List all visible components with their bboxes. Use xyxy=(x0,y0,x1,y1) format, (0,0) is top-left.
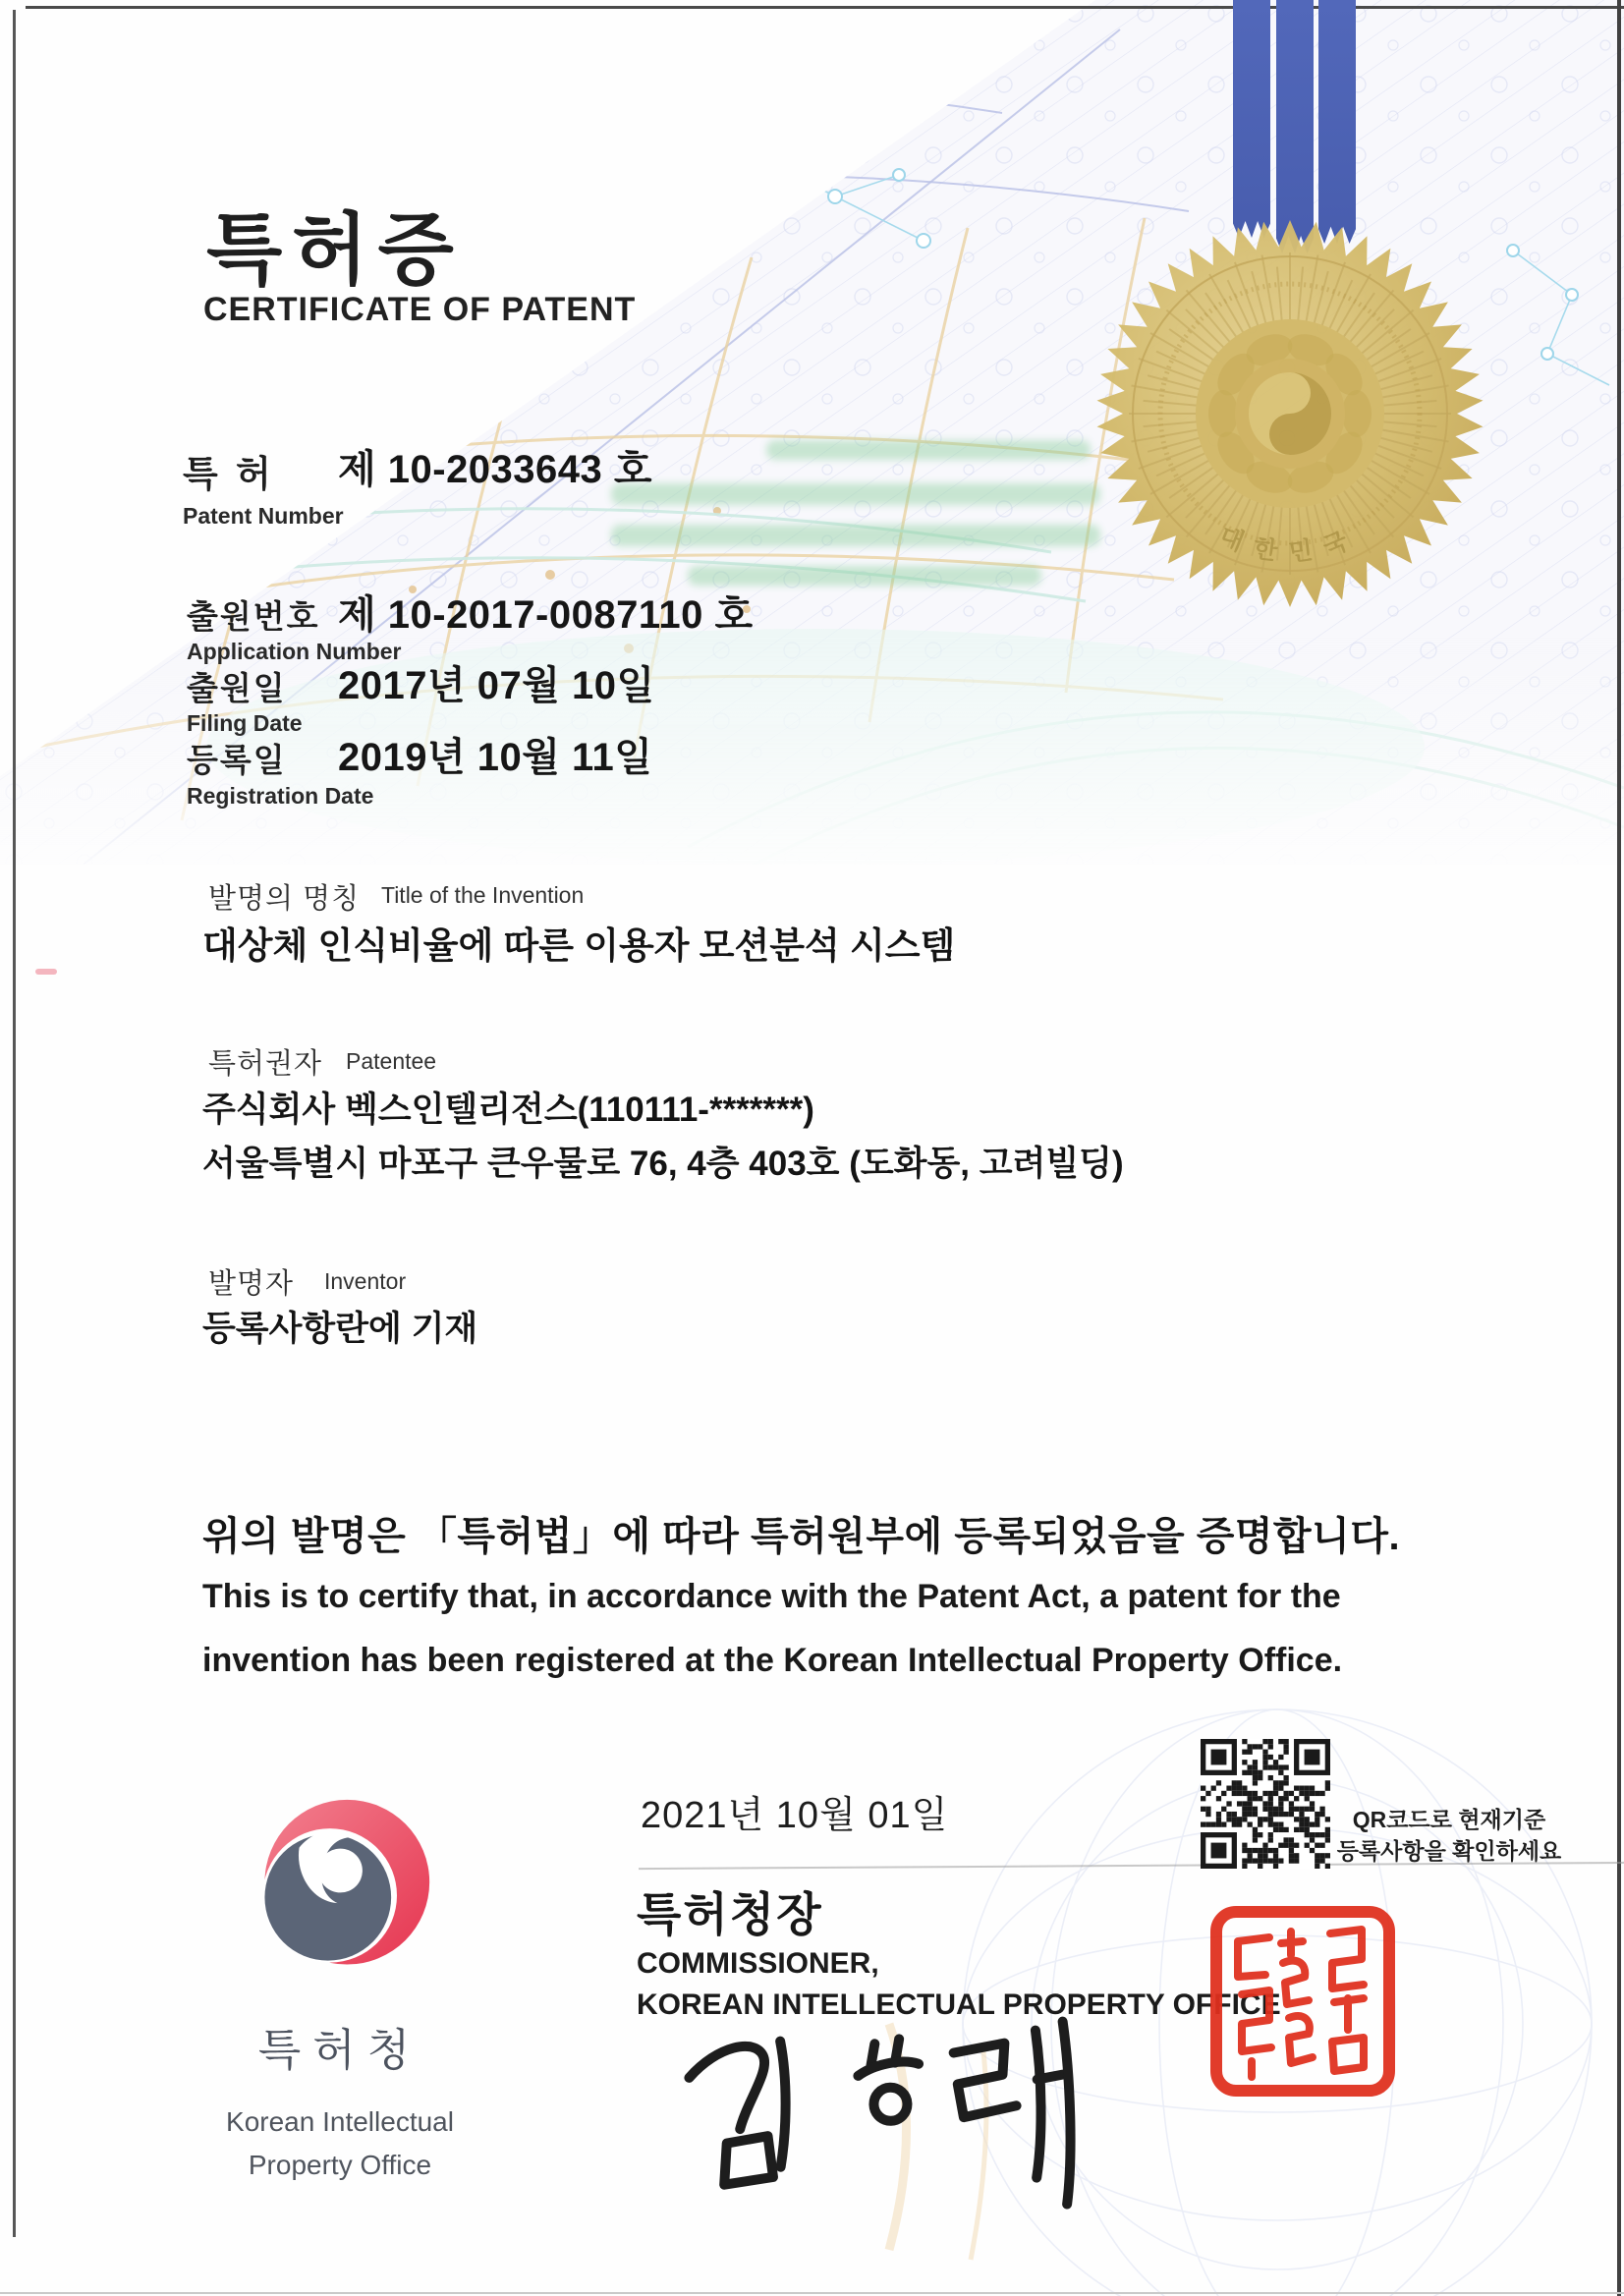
inventor-label-ko: 발명자 xyxy=(208,1268,295,1300)
field-sublabel-registration: Registration Date xyxy=(187,783,374,809)
ribbon-stripe xyxy=(1276,0,1314,253)
commissioner-title-ko: 특허청장 xyxy=(637,1888,823,1940)
patentee-address: 서울특별시 마포구 큰우물로 76, 4층 403호 (도화동, 고려빌딩) xyxy=(202,1145,1124,1183)
qr-code xyxy=(1201,1739,1330,1869)
invention-label-en: Title of the Invention xyxy=(381,882,585,908)
invention-title-value: 대상체 인식비율에 따른 이용자 모션분석 시스템 xyxy=(202,925,956,966)
patent-number-value: 제 10-2033643 호 xyxy=(338,448,653,491)
statement-english-line2: invention has been registered at the Korean Intellectual Property Office. xyxy=(202,1642,1343,1679)
field-label-application: 출원번호 xyxy=(187,598,320,635)
border-right xyxy=(1617,0,1621,2296)
commissioner-line1: COMMISSIONER, xyxy=(637,1947,879,1980)
qr-caption-line1: QR코드로 현재기준 xyxy=(1352,1807,1546,1832)
application-number-value: 제 10-2017-0087110 호 xyxy=(338,593,754,637)
field-label-patent: 특 허 xyxy=(183,454,275,494)
issuer-name-en-line2: Property Office xyxy=(248,2150,432,2180)
border-left xyxy=(13,10,16,2237)
field-sublabel-filing: Filing Date xyxy=(187,710,303,736)
patentee-label-ko: 특허권자 xyxy=(208,1048,323,1080)
official-red-seal xyxy=(1208,1904,1397,2099)
commissioner-signature xyxy=(669,2007,1098,2233)
statement-korean: 위의 발명은 「특허법」에 따라 특허원부에 등록되었음을 증명합니다. xyxy=(202,1515,1401,1558)
field-label-registration: 등록일 xyxy=(187,742,287,778)
ribbon-stripe xyxy=(1318,0,1356,244)
border-top xyxy=(26,6,1624,9)
patentee-name: 주식회사 벡스인텔리전스(110111-*******) xyxy=(202,1091,814,1129)
ribbon-stripe xyxy=(1233,0,1270,238)
filing-date-value: 2017년 07월 10일 xyxy=(338,664,655,707)
issue-date: 2021년 10월 01일 xyxy=(641,1795,949,1836)
gold-foil-seal xyxy=(1094,218,1485,609)
invention-label-ko: 발명의 명칭 xyxy=(208,883,361,915)
certificate-title-ko: 특허증 xyxy=(206,206,464,294)
inventor-label-en: Inventor xyxy=(324,1268,407,1294)
statement-english-line1: This is to certify that, in accordance with the Patent Act, a patent for the xyxy=(202,1578,1341,1615)
gold-seal-text: 대한민국 xyxy=(1215,522,1365,567)
field-sublabel-application: Application Number xyxy=(187,639,402,664)
border-bottom xyxy=(0,2292,1624,2294)
issuer-name-en-line1: Korean Intellectual xyxy=(226,2106,454,2137)
field-label-filing: 출원일 xyxy=(187,670,287,706)
kipo-logo xyxy=(244,1794,435,1986)
patentee-label-en: Patentee xyxy=(346,1048,437,1074)
inventor-value: 등록사항란에 기재 xyxy=(202,1310,478,1348)
issuer-name-ko: 특허청 xyxy=(257,2025,422,2075)
registration-date-value: 2019년 10월 11일 xyxy=(338,736,653,779)
commissioner-line2: KOREAN INTELLECTUAL PROPERTY OFFICE xyxy=(637,1988,1281,2021)
scan-mark xyxy=(35,969,57,975)
qr-caption-line2: 등록사항을 확인하세요 xyxy=(1336,1838,1562,1864)
certificate-title-en: CERTIFICATE OF PATENT xyxy=(203,291,637,328)
field-sublabel-patent: Patent Number xyxy=(183,503,344,529)
